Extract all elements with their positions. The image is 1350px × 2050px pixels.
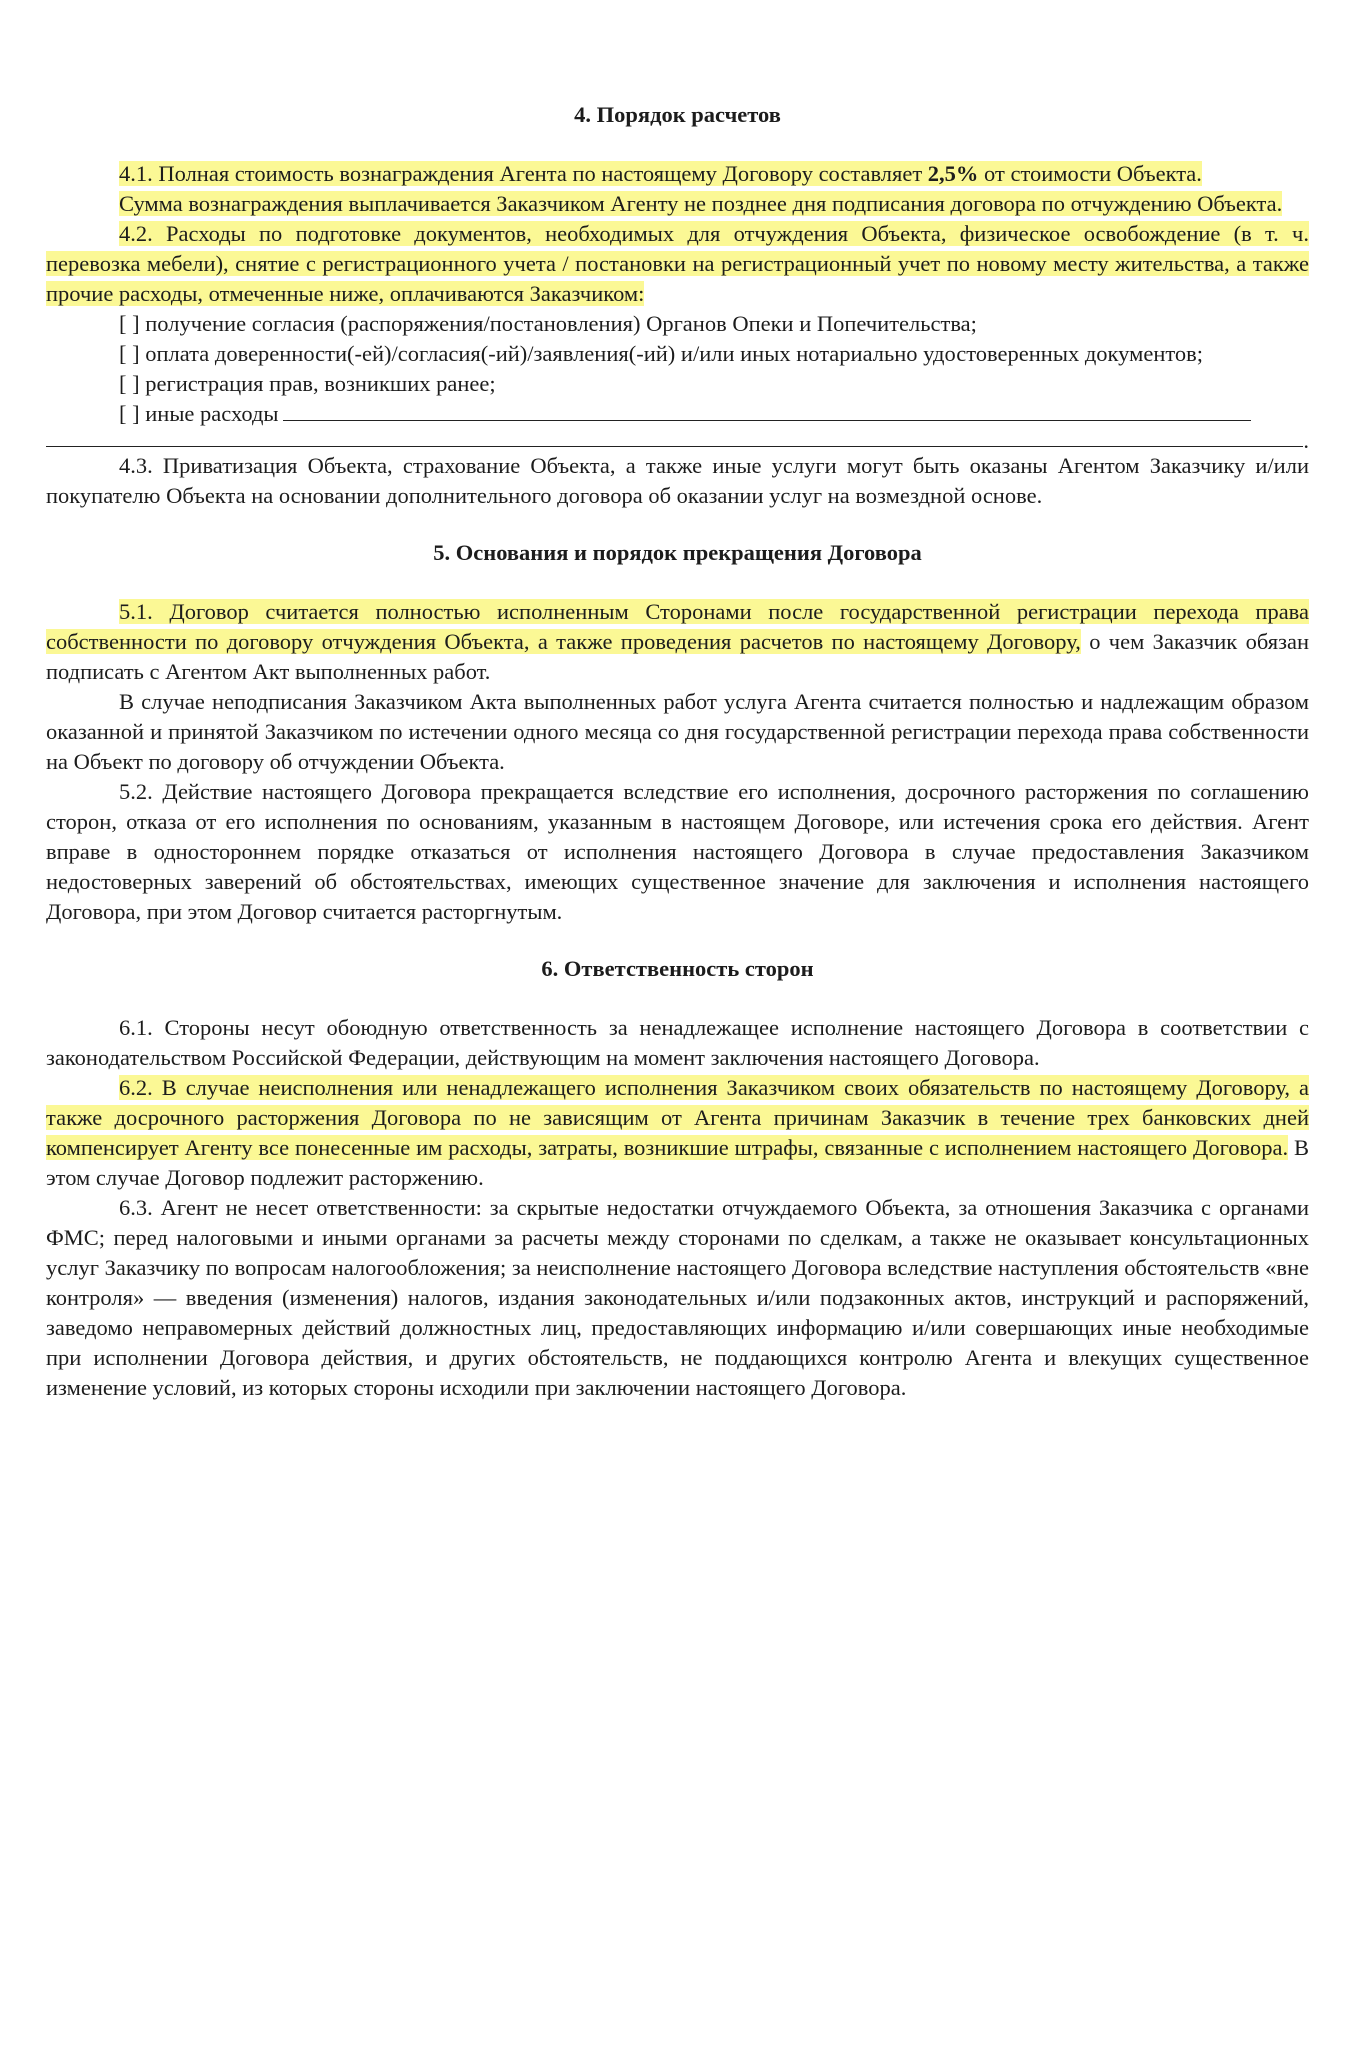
section-4-title: 4. Порядок расчетов [574,102,781,127]
section-5-title: 5. Основания и порядок прекращения Договора [433,540,922,565]
clause-6-1: 6.1. Стороны несут обоюдную ответственность за ненадлежащее исполнение настоящего Договора в соответствии с законодательством Российской Федерации, действующим на момент заключения настоящего Договора. [46,1015,1309,1070]
expense-item-3: [ ] регистрация прав, возникших ранее; [119,371,496,396]
commission-rate: 2,5% [927,161,979,186]
clause-5-2: 5.2. Действие настоящего Договора прекращается вследствие его исполнения, досрочного расторжения по соглашению сторон, отказа от его исполнения по основаниям, указанным в настоящем Договоре, или истечения срока его действия. Агент вправе в одностороннем порядке отказаться от исполнения настоящего Договора в случае предоставления Заказчиком недостоверных заверений об обстоятельствах, имеющих существенное значение для заключения и исполнения настоящего Договора, при этом Договор считается расторгнутым. [46,779,1309,924]
clause-6-2: 6.2. В случае неисполнения или ненадлежащего исполнения Заказчиком своих обязательств по настоящему Договору, а также досрочного расторжения Договора по не зависящим от Агента причинам Заказчик в течение трех банковских дней компенсирует Агенту все понесенные им расходы, затраты, возникшие штрафы, связанные с исполнением настоящего Договора. В этом случае Договор подлежит расторжению. [46,1075,1310,1190]
full-width-blank-line [46,429,1309,451]
clause-4-2: 4.2. Расходы по подготовке документов, необходимых для отчуждения Объекта, физическое освобождение (в т. ч. перевозка мебели), снятие с регистрационного учета / постановки на регистрационный учет по новому месту жительства, а также прочие расходы, отмеченные ниже, оплачиваются Заказчиком: [46,221,1309,306]
document-page [46,100,1309,1403]
clause-4-3: 4.3. Приватизация Объекта, страхование Объекта, а также иные услуги могут быть оказаны Агентом Заказчику и/или покупателю Объекта на основании дополнительного договора об оказании услуг на возмездной основе. [46,453,1309,508]
clause-5-1-unsigned-act: В случае неподписания Заказчиком Акта выполненных работ услуга Агента считается полностью и надлежащим образом оказанной и принятой Заказчиком по истечении одного месяца со дня государственной регистрации перехода права собственности на Объект по договору об отчуждении Объекта. [46,689,1309,774]
clause-4-1 [46,159,1309,189]
expense-item-2: [ ] оплата доверенности(-ей)/согласия(-ий)/заявления(-ий) и/или иных нотариально удостоверенных документов; [119,341,1204,366]
expense-item-1: [ ] получение согласия (распоряжения/постановления) Органов Опеки и Попечительства; [119,311,977,336]
section-6-title: 6. Ответственность сторон [541,956,814,981]
clause-4-1-payment: Сумма вознаграждения выплачивается Заказчиком Агенту не позднее дня подписания договора по отчуждению Объекта. [119,191,1283,216]
blank-rule [46,446,1303,447]
line-end-period: . [1303,428,1309,453]
clause-5-1: 5.1. Договор считается полностью исполненным Сторонами после государственной регистрации перехода права собственности по договору отчуждения Объекта, а также проведения расчетов по настоящему Договору, о чем Заказчик обязан подписать с Агентом Акт выполненных работ. [46,599,1309,684]
clause-4-1-highlight: 4.1. Полная стоимость вознаграждения Агента по настоящему Договору составляет 2,5% от стоимости Объекта. [119,161,1202,186]
expense-item-4: [ ] иные расходы [46,399,1309,429]
clause-6-3: 6.3. Агент не несет ответственности: за скрытые недостатки отчуждаемого Объекта, за отношения Заказчика с органами ФМС; перед налоговыми и иными органами за расчеты между сторонами по сделкам, а также не оказывает консультационных услуг Заказчику по вопросам налогообложения; за неисполнение настоящего Договора вследствие наступления обстоятельств «вне контроля» — введения (изменения) налогов, издания законодательных и/или подзаконных актов, инструкций и распоряжений, заведомо неправомерных действий должностных лиц, предоставляющих информацию и/или совершающих иные необходимые при исполнении Договора действия, и других обстоятельств, не поддающихся контролю Агента и влекущих существенное изменение условий, из которых стороны исходили при заключении настоящего Договора. [46,1195,1309,1400]
other-expenses-blank-line [283,400,1251,421]
